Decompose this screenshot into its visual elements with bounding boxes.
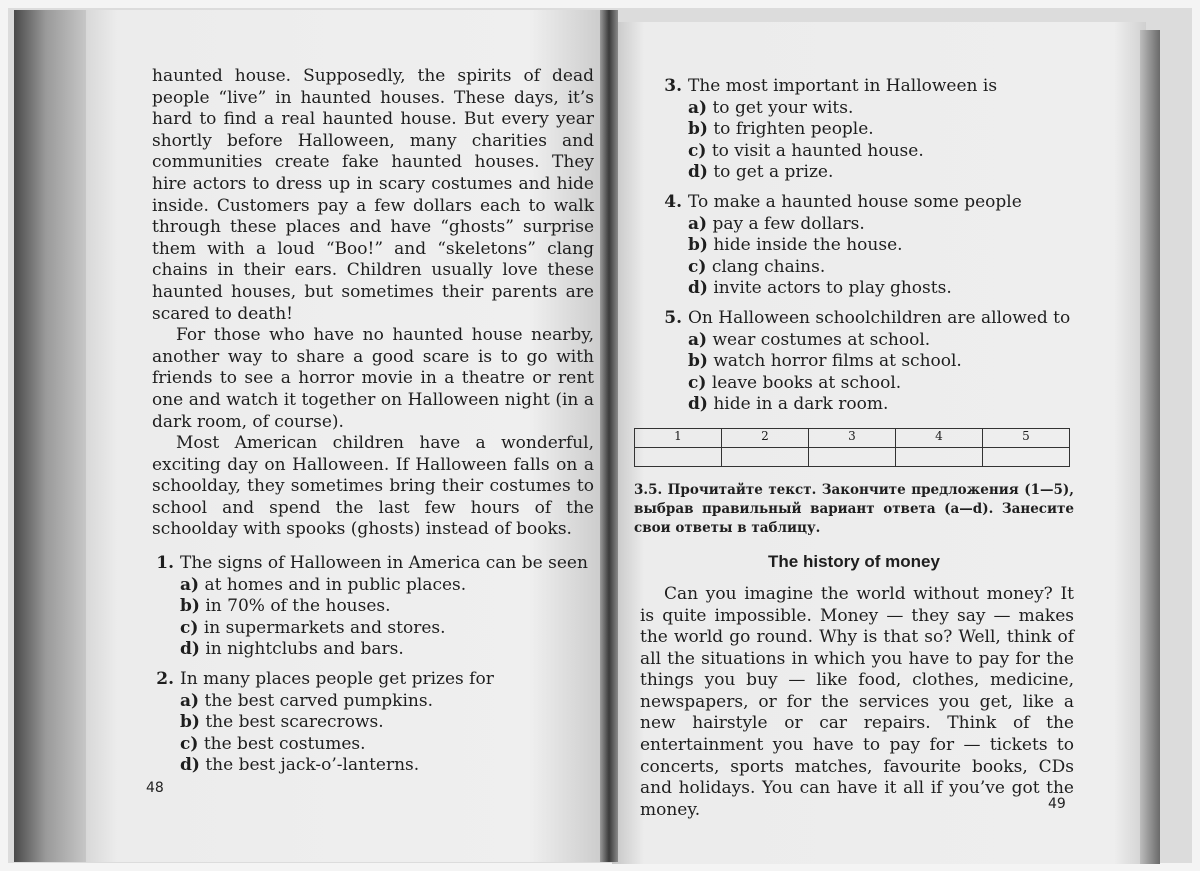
- paragraph: Can you imagine the world without money? It is quite impossible. Money — they say — makes the world go round. Why is that so? Well, think of all the situations in which you have to pay for the things you buy — like food, clothes, medicine, newspapers, or for the services you get, like a new hairstyle or car repairs. Think of the entertainment you have to pay for — tickets to concerts, sports matches, favourite books, CDs and holidays. You can have it all if you’ve got the money.: [640, 583, 1074, 820]
- answer-option: c) to visit a haunted house.: [688, 140, 924, 161]
- answer-option: b) in 70% of the houses.: [180, 596, 391, 617]
- answer-option: c) the best costumes.: [180, 733, 366, 754]
- answer-option: b) to frighten people.: [688, 119, 874, 140]
- question-stem: On Halloween schoolchildren are allowed to: [688, 307, 1071, 328]
- paragraph: For those who have no haunted house nearby, another way to share a good scare is to go with friends to see a horror movie in a theatre or rent one and watch it together on Halloween night (in a dark room, of course).: [152, 325, 594, 432]
- answer-option: a) the best carved pumpkins.: [180, 690, 433, 711]
- task-instruction: 3.5. Прочитайте текст. Закончите предложения (1—5), выбрав правильный вариант ответа (a—d). Занесите свои ответы в таблицу.: [634, 481, 1074, 536]
- answer-option: c) in supermarkets and stores.: [180, 617, 446, 638]
- answer-option: c) clang chains.: [688, 256, 826, 277]
- answer-option: d) hide in a dark room.: [688, 394, 889, 415]
- answer-table-header: 1: [635, 428, 722, 447]
- question-number: 1.: [156, 553, 174, 574]
- question-number: 2.: [156, 669, 174, 690]
- question-2: [152, 669, 594, 777]
- answer-option: a) to get your wits.: [688, 97, 854, 118]
- answer-cell: [896, 447, 983, 466]
- paragraph: haunted house. Supposedly, the spirits of dead people “live” in haunted houses. These days, it’s hard to find a real haunted house. But every year shortly before Halloween, many charities and communities create fake haunted houses. They hire actors to dress up in scary costumes and hide inside. Customers pay a few dollars each to walk through these places and have “ghosts” surprise them with a loud “Boo!” and “skeletons” clang chains in their ears. Children usually love these haunted houses, but sometimes their parents are scared to death!: [152, 66, 594, 324]
- question-5: [660, 308, 1074, 416]
- answer-table-header: 3: [809, 428, 896, 447]
- question-number: 5.: [664, 307, 682, 328]
- answer-option: d) the best jack-o’-lanterns.: [180, 755, 420, 776]
- answer-option: d) to get a prize.: [688, 162, 834, 183]
- book-edge-left: [14, 10, 94, 862]
- answer-option: b) hide inside the house.: [688, 235, 903, 256]
- answer-option: d) in nightclubs and bars.: [180, 639, 404, 660]
- answer-cell: [722, 447, 809, 466]
- answer-cell: [809, 447, 896, 466]
- page-number-right: 49: [1048, 796, 1066, 812]
- question-stem: In many places people get prizes for: [180, 669, 494, 690]
- answer-option: b) the best scarecrows.: [180, 712, 384, 733]
- page-number-left: 48: [146, 780, 164, 796]
- question-stem: The most important in Halloween is: [688, 76, 998, 96]
- answer-option: b) watch horror films at school.: [688, 351, 962, 372]
- question-number: 4.: [664, 191, 682, 212]
- answer-option: d) invite actors to play ghosts.: [688, 278, 952, 299]
- question-number: 3.: [664, 76, 682, 96]
- question-stem: To make a haunted house some people: [688, 191, 1022, 212]
- paragraph: Most American children have a wonderful, exciting day on Halloween. If Halloween falls on a schoolday, they sometimes bring their costumes to school and spend the last few hours of the schoolday with spooks (ghosts) instead of books.: [152, 433, 594, 540]
- answer-option: c) leave books at school.: [688, 372, 902, 393]
- left-page-text: [152, 66, 594, 777]
- answer-cell: [635, 447, 722, 466]
- section-heading: The history of money: [768, 551, 940, 571]
- book-gutter: [600, 10, 618, 862]
- answer-option: a) pay a few dollars.: [688, 213, 865, 234]
- answer-option: a) at homes and in public places.: [180, 574, 467, 595]
- answer-table-header: 4: [896, 428, 983, 447]
- answer-table-header: 2: [722, 428, 809, 447]
- answer-table-header: 5: [983, 428, 1070, 447]
- book-edge-right: [1140, 30, 1160, 864]
- answer-option: a) wear costumes at school.: [688, 329, 931, 350]
- question-1: [152, 553, 594, 661]
- right-page-text: [634, 76, 1074, 821]
- answer-table: [634, 428, 1070, 467]
- question-3: [660, 76, 1074, 184]
- question-stem: The signs of Halloween in America can be seen: [180, 553, 588, 574]
- question-4: [660, 192, 1074, 300]
- answer-cell: [983, 447, 1070, 466]
